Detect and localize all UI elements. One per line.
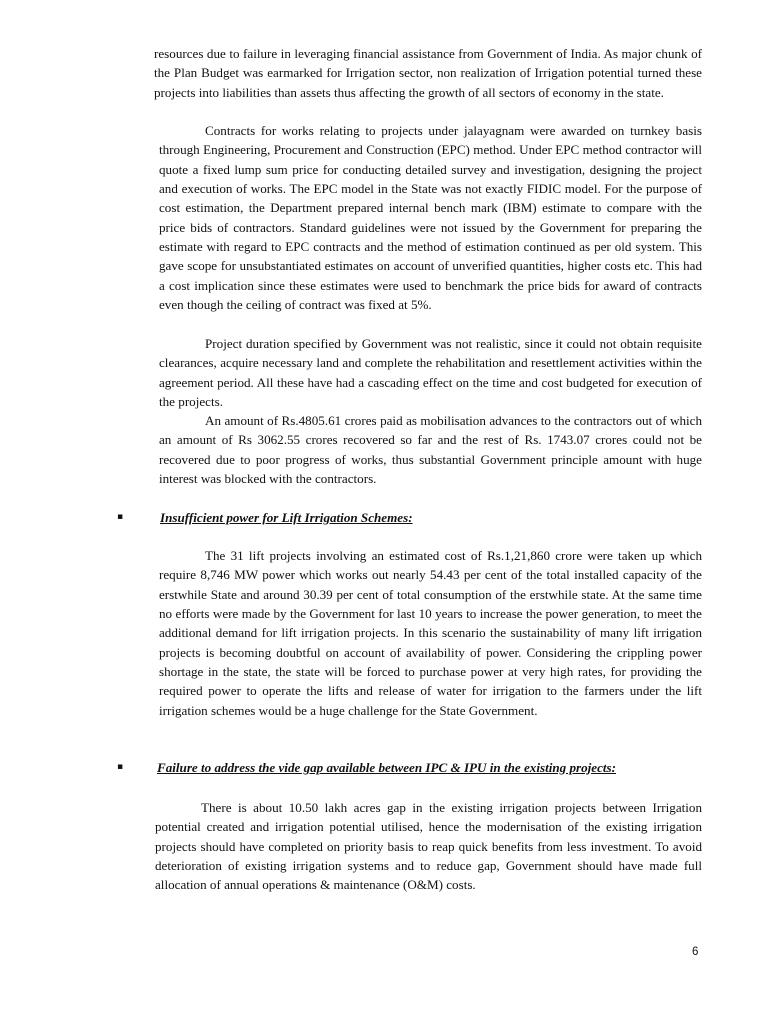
paragraph-irrigation-gap: There is about 10.50 lakh acres gap in the existing irrigation projects between Irrigation potential created and irrigation potential utilised, hence the modernisation of the existing irrigation projects should have completed on priority basis to reap quick benefits from less investment. To avoid deterioration of existing irrigation systems and to reduce gap, Government should have made full allocation of annual operations & maintenance (O&M) costs.: [155, 800, 702, 893]
paragraph-mobilisation-advances: An amount of Rs.4805.61 crores paid as mobilisation advances to the contractors out of which an amount of Rs 3062.55 crores recovered so far and the rest of Rs. 1743.07 crores could not be recovered due to poor progress of works, thus substantial Government principle amount with huge interest was blocked with the contractors.: [159, 413, 702, 487]
section-heading-lift-irrigation-power: Insufficient power for Lift Irrigation Schemes:: [160, 510, 413, 525]
bullet-icon: ▪: [117, 762, 124, 772]
paragraph-lift-projects: The 31 lift projects involving an estimated cost of Rs.1,21,860 crore were taken up which require 8,746 MW power which works out nearly 54.43 per cent of the total installed capacity of the erstwhile State and around 30.39 per cent of total consumption of the erstwhile state. At the same time no efforts were made by the Government for last 10 years to increase the power generation, to meet the additional demand for lift irrigation projects. In this scenario the sustainability of many lift irrigation projects is becoming doubtful on account of availability of power. Considering the crippling power shortage in the state, the state will be forced to purchase power at very high rates, for providing the required power to operate the lifts and release of water for irrigation to the farmers under the lift irrigation schemes would be a huge challenge for the State Government.: [159, 548, 702, 718]
section-heading-ipc-ipu-gap: Failure to address the vide gap available between IPC & IPU in the existing projects:: [157, 760, 616, 775]
bullet-icon: ▪: [117, 512, 124, 522]
paragraph-epc-contracts: Contracts for works relating to projects under jalayagnam were awarded on turnkey basis through Engineering, Procurement and Construction (EPC) method. Under EPC method contractor will quote a fixed lump sum price for conducting detailed survey and investigation, designing the project and execution of works. The EPC model in the State was not exactly FIDIC model. For the purpose of cost estimation, the Department prepared internal bench mark (IBM) estimate to compare with the price bids of contractors. Standard guidelines were not issued by the Government for preparing the estimate with regard to EPC contracts and the method of estimation continued as per old system. This gave scope for unsubstantiated estimates on account of unverified quantities, higher costs etc. This had a cost implication since these estimates were used to benchmark the price bids for award of contracts even though the ceiling of contract was fixed at 5%.: [159, 123, 702, 313]
paragraph-project-duration: Project duration specified by Government was not realistic, since it could not obtain requisite clearances, acquire necessary land and complete the rehabilitation and resettlement activities within the agreement period. All these have had a cascading effect on the time and cost budgeted for execution of the projects.: [159, 336, 702, 410]
page-number: 6: [692, 946, 699, 958]
paragraph-plan-budget: resources due to failure in leveraging financial assistance from Government of India. As major chunk of the Plan Budget was earmarked for Irrigation sector, non realization of Irrigation potential turned these projects into liabilities than assets thus affecting the growth of all sectors of economy in the state.: [154, 46, 702, 100]
